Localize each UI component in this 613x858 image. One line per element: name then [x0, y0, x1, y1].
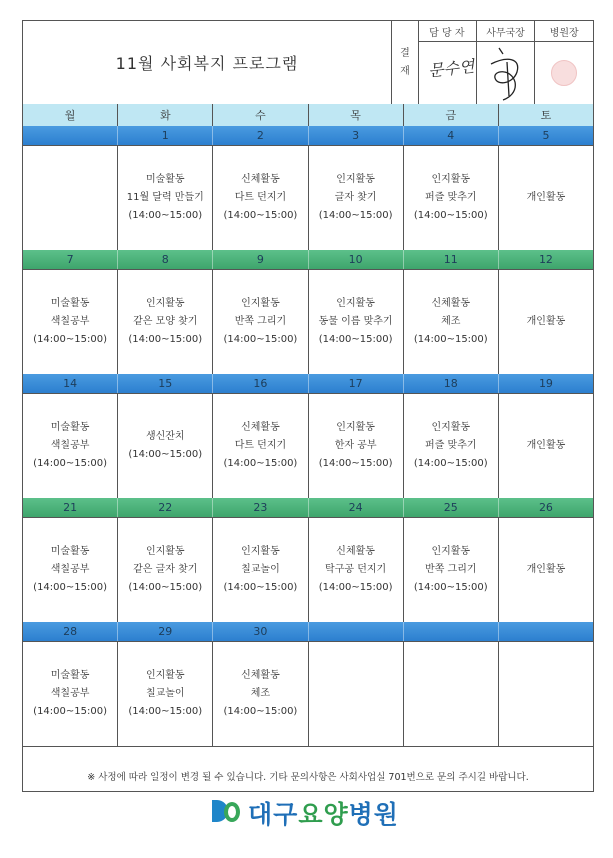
activity-row	[23, 642, 593, 747]
activity-category: 인지활동	[431, 546, 471, 557]
activity-detail: (14:00~15:00)	[128, 210, 203, 221]
activity-category: 미술활동	[50, 546, 90, 557]
activity-detail: 반쪽 그리기	[425, 564, 477, 575]
activity-cell	[117, 270, 212, 374]
activity-cell	[403, 642, 498, 746]
activity-cell	[117, 146, 212, 250]
activity-cell	[23, 146, 117, 250]
date-number: 12	[498, 250, 593, 269]
activity-detail: (14:00~15:00)	[223, 582, 298, 593]
activity-cell	[498, 394, 593, 498]
calendar-week	[23, 126, 593, 251]
date-bar	[23, 498, 593, 518]
approval-label-bottom: 재	[400, 65, 410, 77]
activity-row	[23, 518, 593, 623]
notice-text: ※ 사정에 따라 일정이 변경 될 수 있습니다. 기타 문의사항은 사회사업실 701번으로 문의 주시길 바랍니다.	[87, 772, 529, 783]
activity-cell	[23, 518, 117, 622]
activity-detail: (14:00~15:00)	[128, 449, 203, 460]
activity-category: 미술활동	[50, 670, 90, 681]
approval-col-secretary	[476, 21, 535, 104]
activity-detail: (14:00~15:00)	[413, 458, 488, 469]
approval-head: 담 당 자	[418, 21, 476, 42]
activity-detail: (14:00~15:00)	[128, 706, 203, 717]
activity-cell	[308, 394, 403, 498]
date-number	[498, 622, 593, 641]
activity-category: 신체활동	[431, 298, 471, 309]
date-number: 11	[403, 250, 498, 269]
activity-cell	[23, 270, 117, 374]
activity-cell	[117, 518, 212, 622]
activity-category: 인지활동	[145, 546, 185, 557]
activity-cell	[212, 394, 307, 498]
activity-category: 인지활동	[431, 174, 471, 185]
activity-cell	[498, 518, 593, 622]
weekday-label: 월	[64, 109, 76, 122]
activity-cell	[23, 642, 117, 746]
date-number	[23, 126, 117, 145]
date-number: 25	[403, 498, 498, 517]
activity-category: 신체활동	[241, 670, 280, 681]
activity-category: 생신잔치	[145, 431, 185, 442]
date-number: 21	[63, 501, 78, 514]
activity-detail: (14:00~15:00)	[223, 334, 298, 345]
date-number: 9	[212, 250, 307, 269]
date-number: 14	[63, 377, 78, 390]
approval-label	[391, 21, 419, 104]
activity-detail: (14:00~15:00)	[318, 582, 393, 593]
date-number	[308, 622, 403, 641]
activity-detail: (14:00~15:00)	[33, 334, 107, 345]
activity-detail: (14:00~15:00)	[413, 334, 488, 345]
approval-sign-area	[535, 42, 593, 104]
activity-detail: (14:00~15:00)	[318, 334, 393, 345]
date-number: 10	[308, 250, 403, 269]
date-number: 15	[117, 374, 212, 393]
dg-logo-icon	[212, 798, 242, 828]
activity-cell	[308, 146, 403, 250]
date-number: 1	[117, 126, 212, 145]
activity-detail: 같은 글자 찾기	[133, 564, 198, 575]
activity-category: 인지활동	[145, 670, 185, 681]
activity-cell	[403, 270, 498, 374]
activity-category: 미술활동	[50, 298, 90, 309]
weekday-label: 화	[117, 104, 212, 126]
activity-cell	[403, 518, 498, 622]
date-number: 29	[117, 622, 212, 641]
activity-detail: (14:00~15:00)	[223, 706, 298, 717]
activity-detail: 체조	[441, 316, 461, 327]
weekday-label: 수	[212, 104, 307, 126]
activity-detail: 색칠공부	[50, 688, 90, 699]
logo-text-part: 대구	[248, 800, 299, 829]
activity-detail: 한자 공부	[334, 440, 377, 451]
activity-cell	[117, 642, 212, 746]
logo-text-part: 요양	[298, 800, 349, 829]
activity-category: 미술활동	[50, 422, 90, 433]
activity-cell	[403, 146, 498, 250]
activity-detail: (14:00~15:00)	[223, 210, 298, 221]
activity-detail: 퍼즐 맞추기	[425, 192, 477, 203]
date-number: 4	[403, 126, 498, 145]
activity-detail: 11월 달력 만들기	[126, 192, 204, 203]
activity-cell	[308, 642, 403, 746]
activity-row	[23, 146, 593, 251]
date-number: 16	[212, 374, 307, 393]
activity-detail: (14:00~15:00)	[128, 582, 203, 593]
date-number: 26	[498, 498, 593, 517]
activity-detail: (14:00~15:00)	[413, 582, 488, 593]
date-number	[403, 622, 498, 641]
activity-detail: (14:00~15:00)	[33, 706, 107, 717]
approval-label-top: 결	[400, 47, 410, 59]
activity-category: 인지활동	[336, 174, 375, 185]
activity-cell	[23, 394, 117, 498]
weekday-header	[23, 104, 593, 127]
activity-detail: 반쪽 그리기	[234, 316, 287, 327]
date-bar	[23, 250, 593, 270]
activity-cell	[212, 270, 307, 374]
date-number: 5	[498, 126, 593, 145]
activity-cell	[212, 642, 307, 746]
date-number: 3	[308, 126, 403, 145]
activity-row	[23, 394, 593, 499]
activity-cell	[498, 642, 593, 746]
date-bar	[23, 622, 593, 642]
date-number: 2	[212, 126, 307, 145]
activity-detail: 색칠공부	[50, 564, 90, 575]
activity-detail: (14:00~15:00)	[318, 210, 393, 221]
activity-cell	[498, 270, 593, 374]
approval-col-manager	[418, 21, 476, 104]
activity-detail: (14:00~15:00)	[413, 210, 488, 221]
activity-cell	[308, 518, 403, 622]
weekday-label: 토	[498, 104, 593, 126]
activity-detail: 칠교놀이	[241, 564, 280, 575]
activity-cell	[308, 270, 403, 374]
calendar-week	[23, 498, 593, 623]
hospital-logo	[212, 798, 399, 828]
activity-detail: (14:00~15:00)	[33, 458, 107, 469]
activity-detail: 색칠공부	[50, 316, 90, 327]
date-number: 19	[498, 374, 593, 393]
activity-category: 신체활동	[336, 546, 375, 557]
header	[23, 21, 593, 105]
activity-category: 인지활동	[431, 422, 471, 433]
date-number: 8	[117, 250, 212, 269]
activity-category: 인지활동	[241, 546, 280, 557]
weekday-label: 목	[308, 104, 403, 126]
signature: 문수연	[427, 56, 476, 81]
calendar-week	[23, 622, 593, 747]
date-number: 28	[63, 625, 78, 638]
calendar-week	[23, 250, 593, 375]
activity-detail: 다트 던지기	[234, 192, 287, 203]
approval-head: 병원장	[535, 21, 593, 42]
approval-table	[418, 21, 593, 104]
signature-scribble-icon	[477, 42, 535, 104]
activity-detail: (14:00~15:00)	[223, 458, 298, 469]
activity-cell	[403, 394, 498, 498]
activity-detail: (14:00~15:00)	[33, 582, 107, 593]
weekday-label: 금	[403, 104, 498, 126]
logo-text-part: 병원	[348, 800, 399, 829]
date-number: 23	[212, 498, 307, 517]
page-title: 11월 사회복지 프로그램	[115, 54, 299, 73]
activity-detail: 색칠공부	[50, 440, 90, 451]
activity-category: 신체활동	[241, 174, 280, 185]
approval-sign-area	[477, 42, 535, 104]
activity-category: 인지활동	[241, 298, 280, 309]
activity-cell	[498, 146, 593, 250]
date-bar	[23, 126, 593, 146]
date-number: 22	[117, 498, 212, 517]
activity-detail: 다트 던지기	[234, 440, 287, 451]
activity-cell	[212, 518, 307, 622]
activity-cell	[117, 394, 212, 498]
activity-detail: 칠교놀이	[145, 688, 185, 699]
calendar-week	[23, 374, 593, 499]
activity-category: 개인활동	[526, 316, 566, 327]
approval-col-director	[534, 21, 593, 104]
date-bar	[23, 374, 593, 394]
activity-category: 개인활동	[526, 564, 566, 575]
activity-detail: 퍼즐 맞추기	[425, 440, 477, 451]
approval-sign-area	[418, 42, 476, 104]
date-number: 30	[212, 622, 307, 641]
date-number: 17	[308, 374, 403, 393]
activity-detail: 글자 찾기	[334, 192, 377, 203]
activity-category: 인지활동	[336, 422, 375, 433]
activity-detail: (14:00~15:00)	[128, 334, 203, 345]
activity-category: 인지활동	[336, 298, 375, 309]
activity-detail: 체조	[250, 688, 271, 699]
stamp-icon	[551, 60, 577, 86]
schedule-sheet	[22, 20, 594, 792]
date-number: 24	[308, 498, 403, 517]
activity-category: 개인활동	[526, 440, 566, 451]
logo-text	[248, 795, 399, 831]
activity-detail: 같은 모양 찾기	[133, 316, 198, 327]
activity-category: 미술활동	[145, 174, 185, 185]
activity-row	[23, 270, 593, 375]
date-number: 7	[66, 253, 74, 266]
date-number: 18	[403, 374, 498, 393]
activity-cell	[212, 146, 307, 250]
approval-head: 사무국장	[477, 21, 535, 42]
activity-detail: 동물 이름 맞추기	[318, 316, 393, 327]
activity-category: 개인활동	[526, 192, 566, 203]
activity-category: 인지활동	[145, 298, 185, 309]
activity-detail: 탁구공 던지기	[325, 564, 387, 575]
activity-detail: (14:00~15:00)	[318, 458, 393, 469]
activity-category: 신체활동	[241, 422, 280, 433]
